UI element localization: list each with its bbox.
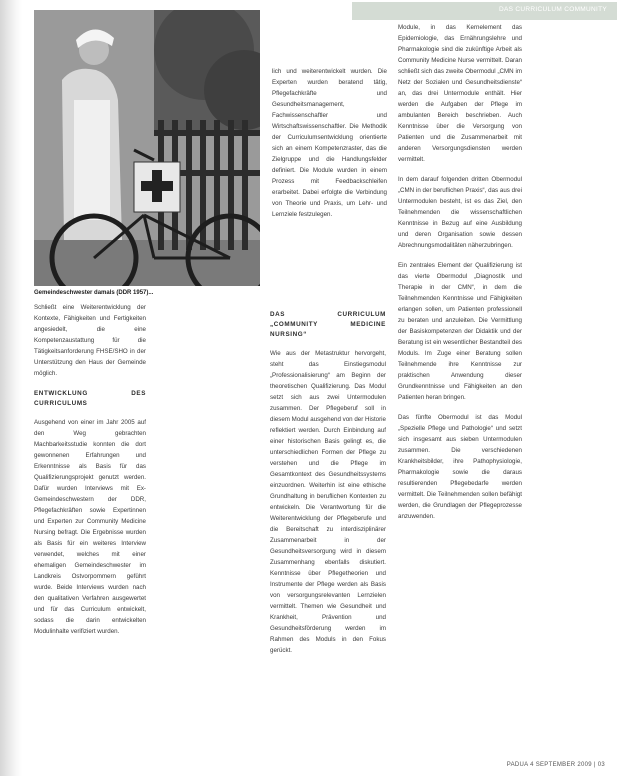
photo-caption: Gemeindeschwester damals (DDR 1957)... — [34, 290, 154, 296]
text-column-1 — [34, 302, 146, 646]
text-column-2 — [270, 300, 386, 665]
body-paragraph: Wie aus der Metastruktur hervorgeht, steht das Einstiegsmodul „Professionalisierung“ am Beginn der theoretischen Qualifizierung. Das Modul setzt sich aus zwei Untermodulen zusammen. Der Pflegeberuf soll in diesem Modul ausgehend von der Historie reflektiert werden. Durch Einbindung auf einer historischen Basis gelingt es, die unterschiedlichen Formen der Pflege zu verstehen und die Pflege im Gesamtkontext des Gesundheitssystems einzuordnen. Weiterhin ist eine ethische Grundhaltung in beruflichen Kontexten zu entwickeln. Die Verantwortung für die Weiterentwicklung der Pflegeberufe und die Bereitschaft zu interdisziplinärer Zusammenarbeit in der Gesundheitsversorgung wird in diesem Zusammenhang ebenfalls diskutiert. Kenntnisse über Pflegetheorien und Instrumente der Pflege werden als Basis von versorgungsrelevanten Lernzielen vermittelt. Themen wie Gesundheit und Krankheit, Prävention und Gesundheitsförderung werden im Rahmen des Moduls in den Fokus gerückt. — [270, 350, 386, 654]
section-heading-entwicklung: ENTWICKLUNG DES CURRICULUMS — [34, 390, 146, 407]
body-paragraph: In dem darauf folgenden dritten Obermodul „CMN in der beruflichen Praxis“, das aus drei Untermodulen besteht, ist es das Ziel, den Teilnehmenden die wissenschaftlichen Kenntnisse in Bezug auf eine Ausbildung und deren Organisation sowie dessen Abrechnungsmodalitäten näherzubringen. — [398, 176, 522, 249]
intro-paragraph: Schließt eine Weiterentwicklung der Kontexte, Fähigkeiten und Fertigkeiten angesiedelt, die eine Kompetenzaustattung für die Tätigkeitsanforderung FHSE/SHO in der Unterstützung den Haus der Gemeinde möglich. — [34, 304, 146, 377]
section-heading-curriculum: DAS CURRICULUM „COMMUNITY MEDICINE NURSING“ — [270, 311, 386, 338]
historical-photo — [34, 10, 260, 286]
text-column-2-top — [272, 66, 387, 220]
text-column-3 — [398, 22, 522, 531]
body-paragraph: Ausgehend von einer im Jahr 2005 auf den Weg gebrachten Machbarkeitsstudie konnten die dort gewonnenen Erfahrungen und Erkenntnisse als Basis für das Qualifizierungsprojekt genutzt werden. Dafür wurden Interviews mit Ex-Gemeindeschwestern der DDR, Pflegefachkräften sowie Expertinnen und Experten zur Community Medicine Nursing befragt. Die Ergebnisse wurden als Basis für ein weiteres Interview verwendet, welches mit einer ehemaligen Gemeindeschwester im Landkreis Ostvorpommern geführt wurde. Beide Interviews wurden nach den qualitativen Verfahren ausgewertet und für das Curriculum entwickelt, sodass die darin entwickelten Modulinhalte verifiziert wurden. — [34, 419, 146, 635]
body-paragraph: Das fünfte Obermodul ist das Modul „Spezielle Pflege und Pathologie“ und setzt sich insgesamt aus sieben Untermodulen zusammen. Die verschiedenen Krankheitsbilder, ihre Pathophysiologie, Pharmakologie sowie die daraus resultierenden Pflegebedarfe werden vermittelt. Die Teilnehmenden sollen befähigt werden, die Grundlagen der Pflegeprozesse anzuwenden. — [398, 414, 522, 520]
body-paragraph: Module, in das Kernelement das Epidemiologie, das Ernährungslehre und Pharmakologie sind die zukünftige Arbeit als Community Medicine Nurse vermittelt. Daran schließt sich das zweite Obermodul „CMN im Netz der Sozialen und Gesundheitsdienste“ an, das drei Untermodule enthält. Hier werden die Aufgaben der Pflege im ambulanten Bereich beschrieben. Auch Kenntnisse über die Versorgung von Patienten und die Zusammenarbeit mit anderen Versorgungsdiensten werden vermittelt. — [398, 24, 522, 163]
page-footer: PADUA 4 SEPTEMBER 2009 | 03 — [506, 762, 605, 768]
body-paragraph: Ein zentrales Element der Qualifizierung ist das vierte Obermodul „Diagnostik und Therapie in der CMN“, in dem die Teilnehmenden Kenntnisse und Fähigkeiten erlangen sollen, um Patienten professionell zu beraten und anzuleiten. Die Vermittlung der Basiskompetenzen der Didaktik und der Beratung ist ein wesentlicher Bestandteil des Moduls. Im Zuge einer Beratung sollen Teilnehmende ihre Kenntnisse zur praktischen Anwendung dieser Grundkenntnisse und Fähigkeiten an den Patienten heran bringen. — [398, 262, 522, 401]
page-spine-shadow — [0, 0, 22, 776]
section-header-label: DAS CURRICULUM COMMUNITY — [499, 6, 607, 13]
section-header-band — [352, 2, 617, 20]
photo-illustration — [34, 10, 260, 286]
body-paragraph: lich und weiterentwickelt wurden. Die Experten wurden beratend tätig, Pflegefachkräfte und Gesundheitsmanagement, Fachwissenschaftler und Wirtschaftswissenschaftler. Die Methodik der Curriculumsentwicklung orientierte sich an einem Kompetenzraster, das die Zielgruppe und die Handlungsfelder definiert. Die Module wurden in einem Prozess mit Feedbackschleifen erarbeitet. Dabei erfolgte die Verbindung von Theorie und Praxis, um Lehr- und Lernziele festzulegen. — [272, 68, 387, 218]
